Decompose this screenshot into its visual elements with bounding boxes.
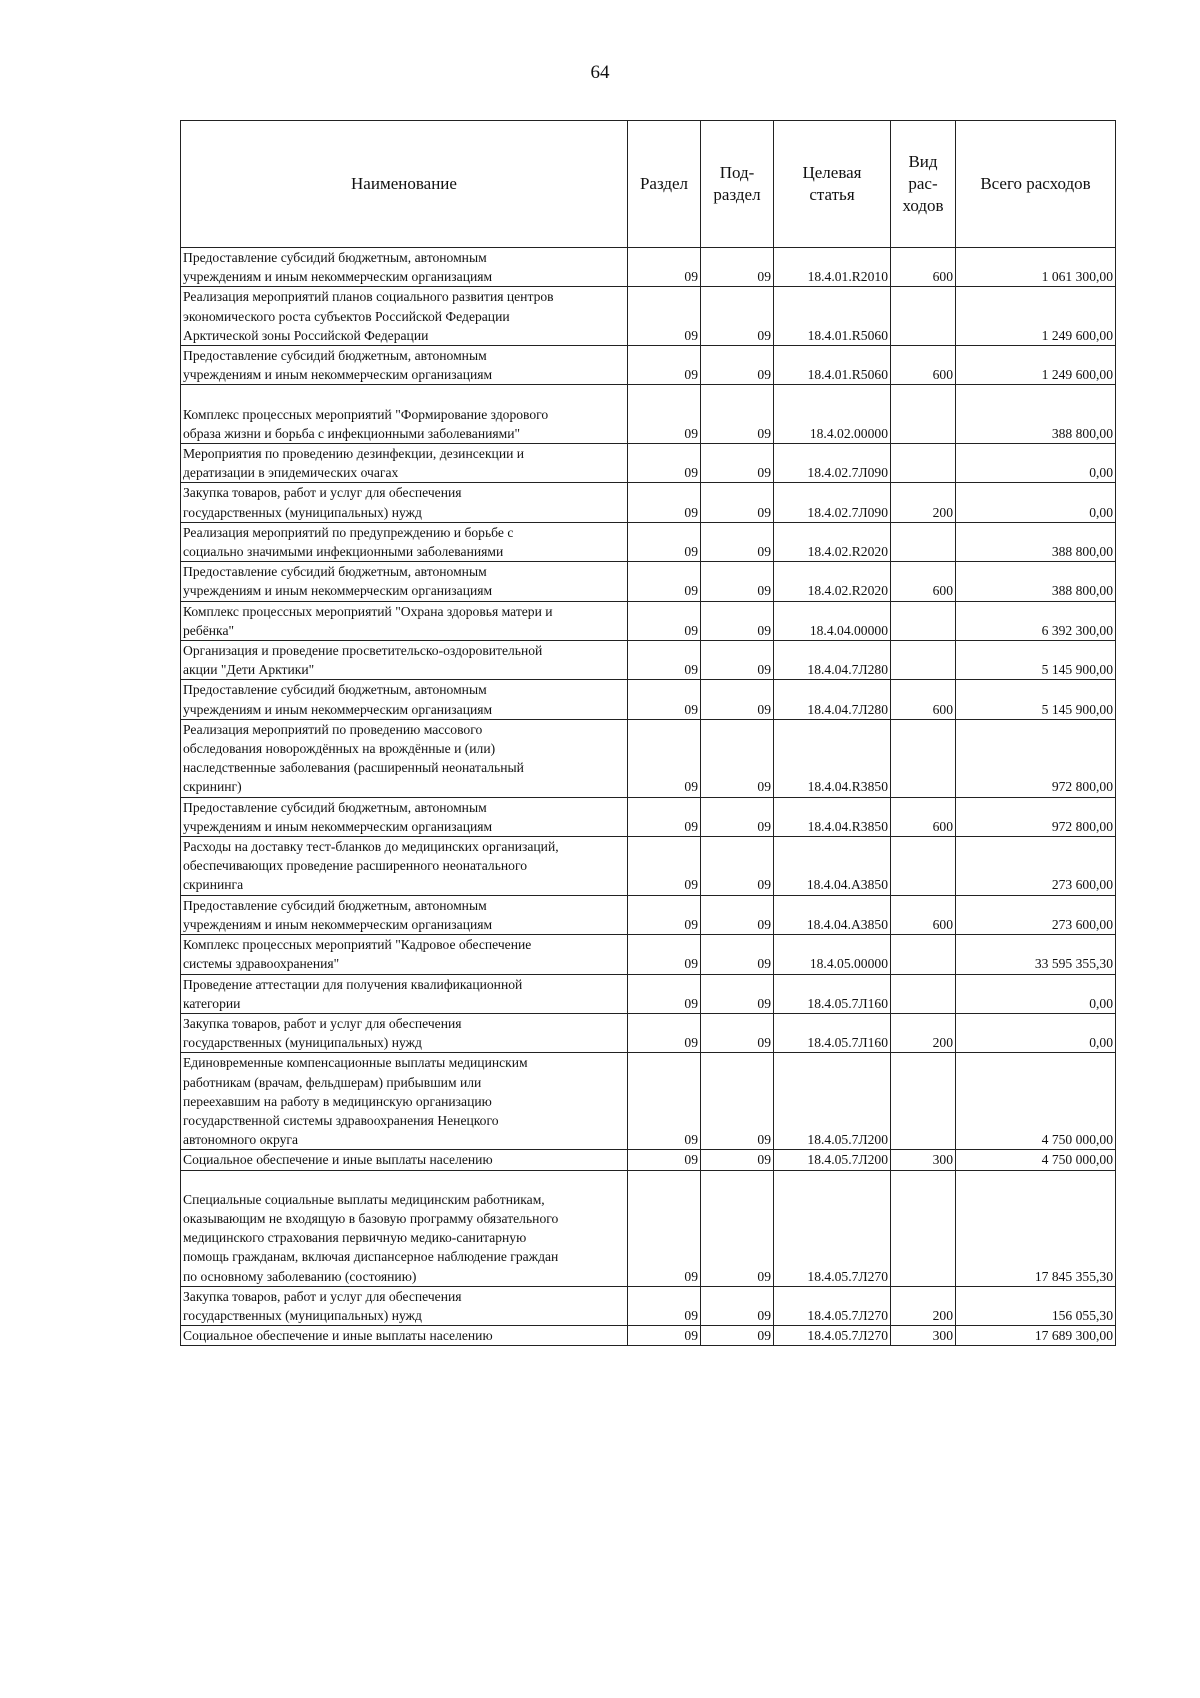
row-section: 09 xyxy=(628,641,701,680)
row-expense-kind xyxy=(891,444,956,483)
row-name-line: Проведение аттестации для получения квалификационной xyxy=(183,976,523,992)
row-subsection: 09 xyxy=(701,797,774,836)
row-section: 09 xyxy=(628,797,701,836)
row-subsection: 09 xyxy=(701,522,774,561)
row-name-line: дератизации в эпидемических очагах xyxy=(183,465,399,481)
table-row xyxy=(181,346,1116,385)
row-total: 388 800,00 xyxy=(956,385,1116,444)
table-row xyxy=(181,1150,1116,1170)
header-section: Раздел xyxy=(628,121,701,248)
row-section: 09 xyxy=(628,1326,701,1346)
row-subsection: 09 xyxy=(701,1053,774,1150)
row-target-article: 18.4.05.7Л200 xyxy=(774,1150,891,1170)
row-name-line: учреждениям и иным некоммерческим организациям xyxy=(183,818,493,834)
row-section: 09 xyxy=(628,1053,701,1150)
row-section: 09 xyxy=(628,719,701,797)
row-subsection: 09 xyxy=(701,1170,774,1286)
row-expense-kind xyxy=(891,641,956,680)
row-name-line: Закупка товаров, работ и услуг для обеспечения xyxy=(183,1015,462,1031)
row-expense-kind: 600 xyxy=(891,895,956,934)
row-name xyxy=(181,641,628,680)
row-total: 6 392 300,00 xyxy=(956,601,1116,640)
row-subsection: 09 xyxy=(701,974,774,1013)
budget-table xyxy=(180,120,1116,1346)
row-name xyxy=(181,1013,628,1052)
row-expense-kind xyxy=(891,601,956,640)
row-expense-kind xyxy=(891,935,956,974)
table-row xyxy=(181,562,1116,601)
row-name xyxy=(181,1053,628,1150)
row-name-line: государственных (муниципальных) нужд xyxy=(183,1035,422,1051)
table-row xyxy=(181,385,1116,444)
table-row xyxy=(181,1170,1116,1286)
row-name xyxy=(181,601,628,640)
row-name-line: Арктической зоны Российской Федерации xyxy=(183,327,429,343)
row-section: 09 xyxy=(628,483,701,522)
row-target-article: 18.4.02.R2020 xyxy=(774,522,891,561)
table-row xyxy=(181,935,1116,974)
row-section: 09 xyxy=(628,974,701,1013)
row-subsection: 09 xyxy=(701,601,774,640)
row-section: 09 xyxy=(628,287,701,346)
row-target-article: 18.4.02.7Л090 xyxy=(774,483,891,522)
table-row xyxy=(181,287,1116,346)
row-name xyxy=(181,385,628,444)
row-expense-kind xyxy=(891,974,956,1013)
row-total: 273 600,00 xyxy=(956,895,1116,934)
row-section: 09 xyxy=(628,1013,701,1052)
row-total: 156 055,30 xyxy=(956,1286,1116,1325)
row-name-line: Социальное обеспечение и иные выплаты населению xyxy=(183,1328,493,1344)
row-name-line: государственных (муниципальных) нужд xyxy=(183,504,422,520)
row-name-line: государственной системы здравоохранения Ненецкого xyxy=(183,1112,499,1128)
row-name xyxy=(181,837,628,896)
row-expense-kind: 600 xyxy=(891,680,956,719)
row-spacer xyxy=(183,385,625,404)
row-subsection: 09 xyxy=(701,680,774,719)
row-name-line: учреждениям и иным некоммерческим организациям xyxy=(183,583,493,599)
row-name xyxy=(181,1326,628,1346)
page-number: 64 xyxy=(590,62,610,83)
row-total: 0,00 xyxy=(956,1013,1116,1052)
row-name-line: акции "Дети Арктики" xyxy=(183,662,315,678)
row-total: 4 750 000,00 xyxy=(956,1053,1116,1150)
row-name-line: переехавшим на работу в медицинскую организацию xyxy=(183,1093,492,1109)
row-expense-kind xyxy=(891,385,956,444)
row-name-line: Реализация мероприятий по предупреждению и борьбе с xyxy=(183,524,514,540)
row-target-article: 18.4.02.7Л090 xyxy=(774,444,891,483)
row-total: 4 750 000,00 xyxy=(956,1150,1116,1170)
row-subsection: 09 xyxy=(701,444,774,483)
row-target-article: 18.4.05.7Л270 xyxy=(774,1170,891,1286)
row-target-article: 18.4.04.7Л280 xyxy=(774,680,891,719)
row-section: 09 xyxy=(628,837,701,896)
row-name-line: помощь гражданам, включая диспансерное наблюдение граждан xyxy=(183,1249,559,1265)
table-body xyxy=(181,248,1116,1346)
row-total: 5 145 900,00 xyxy=(956,641,1116,680)
row-name-line: государственных (муниципальных) нужд xyxy=(183,1307,422,1323)
row-subsection: 09 xyxy=(701,346,774,385)
row-name-line: Комплекс процессных мероприятий "Кадровое обеспечение xyxy=(183,937,532,953)
row-name-line: учреждениям и иным некоммерческим организациям xyxy=(183,367,493,383)
row-total: 388 800,00 xyxy=(956,562,1116,601)
row-section: 09 xyxy=(628,444,701,483)
row-name xyxy=(181,719,628,797)
row-total: 17 845 355,30 xyxy=(956,1170,1116,1286)
row-spacer xyxy=(183,1171,625,1190)
row-subsection: 09 xyxy=(701,248,774,287)
row-subsection: 09 xyxy=(701,837,774,896)
row-name-line: Предоставление субсидий бюджетным, автономным xyxy=(183,799,487,815)
row-name xyxy=(181,346,628,385)
row-target-article: 18.4.05.7Л200 xyxy=(774,1053,891,1150)
row-name-line: системы здравоохранения" xyxy=(183,956,340,972)
row-total: 17 689 300,00 xyxy=(956,1326,1116,1346)
table-header-row xyxy=(181,121,1116,248)
row-total: 0,00 xyxy=(956,444,1116,483)
row-name-line: Комплекс процессных мероприятий "Формирование здорового xyxy=(183,406,549,422)
row-name-line: Предоставление субсидий бюджетным, автономным xyxy=(183,250,487,265)
row-subsection: 09 xyxy=(701,385,774,444)
row-expense-kind xyxy=(891,837,956,896)
table-row xyxy=(181,483,1116,522)
row-total: 0,00 xyxy=(956,974,1116,1013)
row-name-line: категории xyxy=(183,995,241,1011)
row-section: 09 xyxy=(628,385,701,444)
table-row xyxy=(181,1326,1116,1346)
row-total: 1 249 600,00 xyxy=(956,346,1116,385)
row-name-line: Предоставление субсидий бюджетным, автономным xyxy=(183,682,487,698)
row-name xyxy=(181,680,628,719)
row-expense-kind: 600 xyxy=(891,248,956,287)
header-name: Наименование xyxy=(181,121,628,248)
row-total: 388 800,00 xyxy=(956,522,1116,561)
row-target-article: 18.4.04.А3850 xyxy=(774,895,891,934)
table-row xyxy=(181,680,1116,719)
row-target-article: 18.4.05.00000 xyxy=(774,935,891,974)
row-name-line: Предоставление субсидий бюджетным, автономным xyxy=(183,564,487,580)
row-target-article: 18.4.02.00000 xyxy=(774,385,891,444)
row-name-line: работникам (врачам, фельдшерам) прибывшим или xyxy=(183,1074,482,1090)
row-name-line: экономического роста субъектов Российской Федерации xyxy=(183,308,510,324)
table-row xyxy=(181,248,1116,287)
table-row xyxy=(181,1053,1116,1150)
header-total: Всего расходов xyxy=(956,121,1116,248)
row-name-line: по основному заболеванию (состоянию) xyxy=(183,1268,417,1284)
row-name-line: ребёнка" xyxy=(183,622,235,638)
header-expense-kind: Вид рас- ходов xyxy=(891,121,956,248)
row-name xyxy=(181,935,628,974)
row-target-article: 18.4.04.R3850 xyxy=(774,797,891,836)
row-section: 09 xyxy=(628,522,701,561)
row-target-article: 18.4.05.7Л270 xyxy=(774,1286,891,1325)
row-expense-kind: 600 xyxy=(891,562,956,601)
row-name-line: обеспечивающих проведение расширенного неонатального xyxy=(183,858,528,874)
row-name-line: Мероприятия по проведению дезинфекции, дезинсекции и xyxy=(183,446,525,462)
row-expense-kind xyxy=(891,522,956,561)
row-name-line: Предоставление субсидий бюджетным, автономным xyxy=(183,348,487,364)
row-name-line: Закупка товаров, работ и услуг для обеспечения xyxy=(183,1288,462,1304)
row-subsection: 09 xyxy=(701,1286,774,1325)
row-total: 972 800,00 xyxy=(956,719,1116,797)
table-row xyxy=(181,444,1116,483)
row-name-line: Организация и проведение просветительско-оздоровительной xyxy=(183,643,543,659)
row-target-article: 18.4.04.00000 xyxy=(774,601,891,640)
row-target-article: 18.4.01.R5060 xyxy=(774,287,891,346)
row-subsection: 09 xyxy=(701,287,774,346)
table-row xyxy=(181,522,1116,561)
row-name-line: медицинского страхования первичную медико-санитарную xyxy=(183,1230,527,1246)
table-row xyxy=(181,974,1116,1013)
table-row xyxy=(181,601,1116,640)
row-name xyxy=(181,1150,628,1170)
row-target-article: 18.4.02.R2020 xyxy=(774,562,891,601)
row-expense-kind: 600 xyxy=(891,797,956,836)
header-subsection: Под- раздел xyxy=(701,121,774,248)
row-section: 09 xyxy=(628,248,701,287)
row-target-article: 18.4.04.R3850 xyxy=(774,719,891,797)
row-section: 09 xyxy=(628,680,701,719)
row-section: 09 xyxy=(628,895,701,934)
row-subsection: 09 xyxy=(701,1013,774,1052)
row-total: 972 800,00 xyxy=(956,797,1116,836)
row-name-line: учреждениям и иным некоммерческим организациям xyxy=(183,701,493,717)
row-name-line: Единовременные компенсационные выплаты медицинским xyxy=(183,1055,528,1071)
row-subsection: 09 xyxy=(701,895,774,934)
row-name xyxy=(181,797,628,836)
row-name xyxy=(181,248,628,287)
row-expense-kind xyxy=(891,1053,956,1150)
row-target-article: 18.4.01.R2010 xyxy=(774,248,891,287)
row-total: 33 595 355,30 xyxy=(956,935,1116,974)
row-name-line: скрининга xyxy=(183,877,244,893)
row-target-article: 18.4.05.7Л270 xyxy=(774,1326,891,1346)
row-subsection: 09 xyxy=(701,1150,774,1170)
row-name-line: Реализация мероприятий планов социального развития центров xyxy=(183,289,554,305)
row-expense-kind xyxy=(891,1170,956,1286)
table-row xyxy=(181,641,1116,680)
row-section: 09 xyxy=(628,935,701,974)
row-name-line: учреждениям и иным некоммерческим организациям xyxy=(183,916,493,932)
row-section: 09 xyxy=(628,346,701,385)
row-expense-kind: 200 xyxy=(891,483,956,522)
row-subsection: 09 xyxy=(701,935,774,974)
row-name xyxy=(181,483,628,522)
row-expense-kind: 300 xyxy=(891,1150,956,1170)
row-subsection: 09 xyxy=(701,483,774,522)
table-row xyxy=(181,1013,1116,1052)
row-name-line: обследования новорождённых на врождённые и (или) xyxy=(183,741,496,757)
row-name-line: социально значимыми инфекционными заболеваниями xyxy=(183,544,504,560)
table-row xyxy=(181,895,1116,934)
row-target-article: 18.4.04.А3850 xyxy=(774,837,891,896)
row-name-line: образа жизни и борьба с инфекционными заболеваниями" xyxy=(183,425,521,441)
row-name-line: Социальное обеспечение и иные выплаты населению xyxy=(183,1152,493,1168)
row-name xyxy=(181,562,628,601)
table-row xyxy=(181,797,1116,836)
row-section: 09 xyxy=(628,1286,701,1325)
row-total: 1 061 300,00 xyxy=(956,248,1116,287)
row-subsection: 09 xyxy=(701,719,774,797)
row-name-line: скрининг) xyxy=(183,779,242,795)
header-target-article: Целевая статья xyxy=(774,121,891,248)
row-total: 273 600,00 xyxy=(956,837,1116,896)
row-expense-kind: 600 xyxy=(891,346,956,385)
row-total: 0,00 xyxy=(956,483,1116,522)
row-name-line: наследственные заболевания (расширенный неонатальный xyxy=(183,760,524,776)
row-name-line: Реализация мероприятий по проведению массового xyxy=(183,721,483,737)
row-name-line: Комплекс процессных мероприятий "Охрана здоровья матери и xyxy=(183,603,553,619)
row-target-article: 18.4.04.7Л280 xyxy=(774,641,891,680)
row-subsection: 09 xyxy=(701,1326,774,1346)
row-expense-kind: 200 xyxy=(891,1013,956,1052)
row-name xyxy=(181,444,628,483)
row-section: 09 xyxy=(628,562,701,601)
row-name-line: Специальные социальные выплаты медицинским работникам, xyxy=(183,1191,545,1207)
row-expense-kind xyxy=(891,287,956,346)
row-name xyxy=(181,1170,628,1286)
row-name-line: Предоставление субсидий бюджетным, автономным xyxy=(183,897,487,913)
row-total: 1 249 600,00 xyxy=(956,287,1116,346)
row-subsection: 09 xyxy=(701,562,774,601)
row-name xyxy=(181,522,628,561)
row-subsection: 09 xyxy=(701,641,774,680)
row-name-line: Закупка товаров, работ и услуг для обеспечения xyxy=(183,485,462,501)
row-name xyxy=(181,974,628,1013)
row-section: 09 xyxy=(628,1170,701,1286)
row-name xyxy=(181,287,628,346)
row-target-article: 18.4.05.7Л160 xyxy=(774,974,891,1013)
row-total: 5 145 900,00 xyxy=(956,680,1116,719)
row-section: 09 xyxy=(628,601,701,640)
row-name xyxy=(181,895,628,934)
row-section: 09 xyxy=(628,1150,701,1170)
row-expense-kind: 200 xyxy=(891,1286,956,1325)
row-name xyxy=(181,1286,628,1325)
table-row xyxy=(181,1286,1116,1325)
table-row xyxy=(181,837,1116,896)
row-target-article: 18.4.01.R5060 xyxy=(774,346,891,385)
row-name-line: оказывающим не входящую в базовую программу обязательного xyxy=(183,1210,559,1226)
row-name-line: учреждениям и иным некоммерческим организациям xyxy=(183,269,493,285)
table-row xyxy=(181,719,1116,797)
row-expense-kind: 300 xyxy=(891,1326,956,1346)
row-name-line: автономного округа xyxy=(183,1132,299,1148)
row-name-line: Расходы на доставку тест-бланков до медицинских организаций, xyxy=(183,839,559,855)
row-target-article: 18.4.05.7Л160 xyxy=(774,1013,891,1052)
row-expense-kind xyxy=(891,719,956,797)
